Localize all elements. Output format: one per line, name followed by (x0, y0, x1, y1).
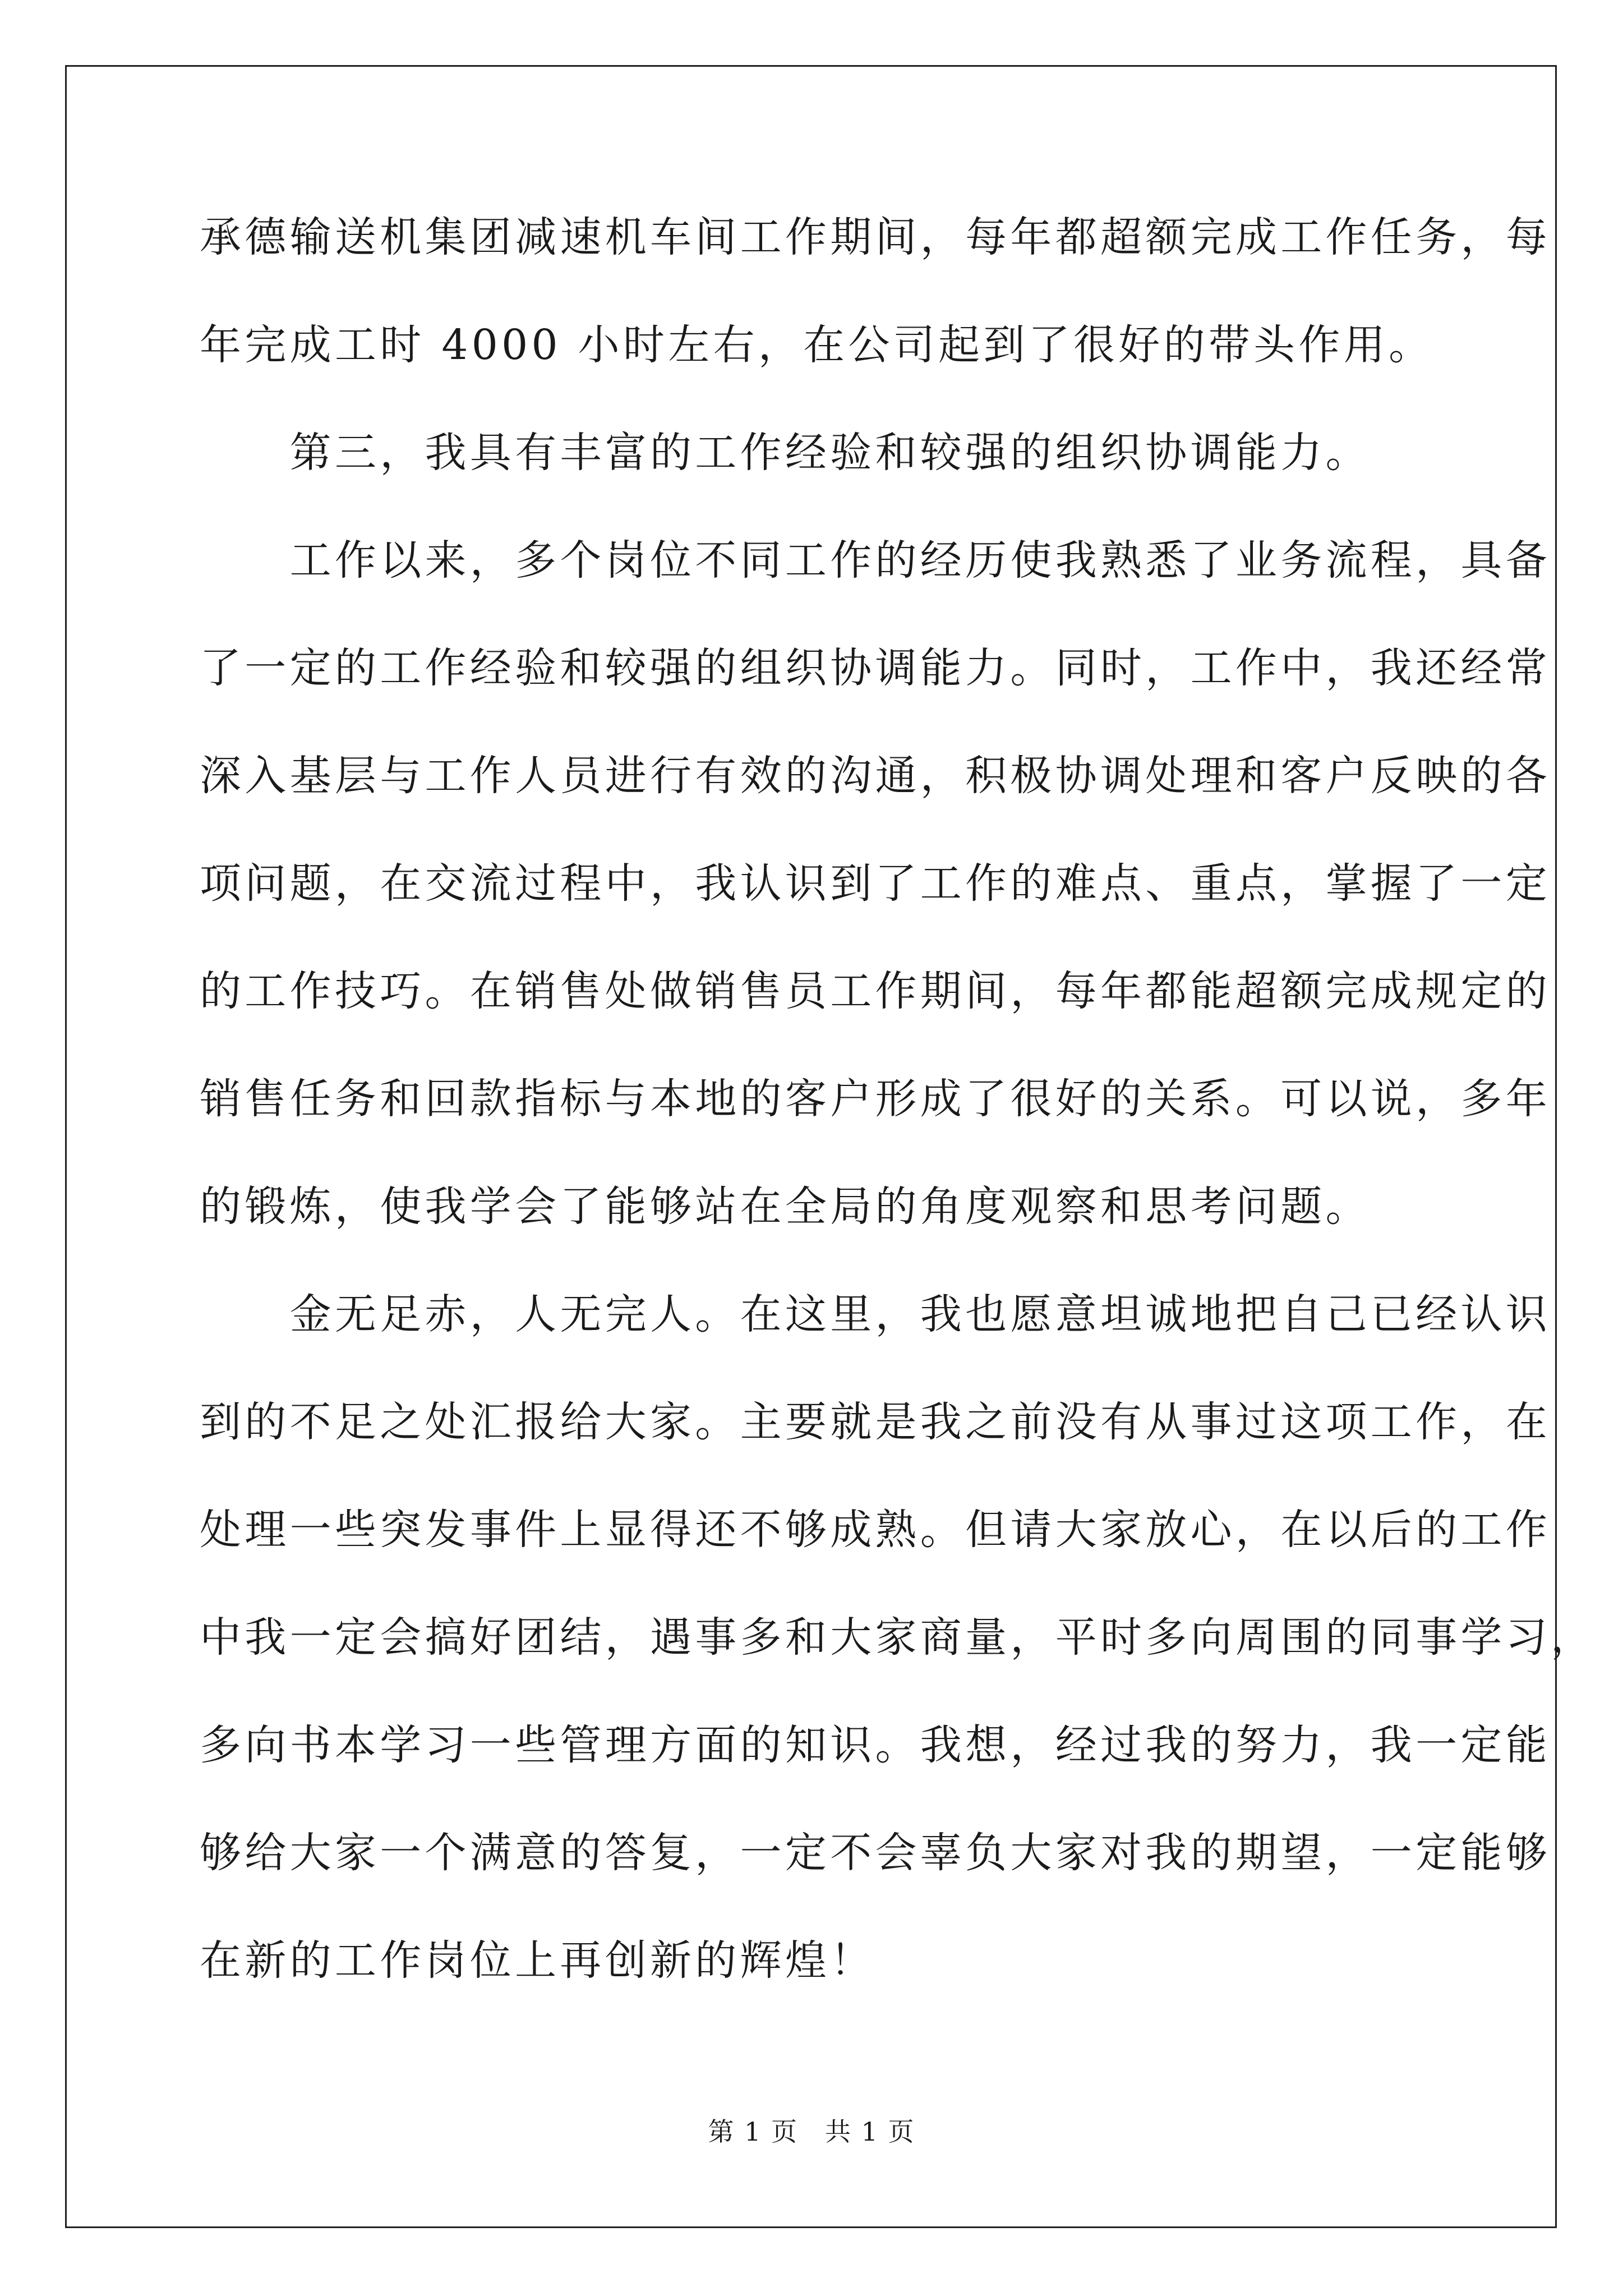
text-line: 项问题，在交流过程中，我认识到了工作的难点、重点，掌握了一定 (200, 859, 1551, 908)
text-line: 中我一定会搞好团结，遇事多和大家商量，平时多向周围的同事学习， (200, 1613, 1596, 1662)
page-frame (65, 65, 1596, 2228)
text-line: 到的不足之处汇报给大家。主要就是我之前没有从事过这项工作，在 (200, 1398, 1551, 1446)
text-line: 第三，我具有丰富的工作经验和较强的组织协调能力。 (200, 429, 1371, 477)
text-line: 工作以来，多个岗位不同工作的经历使我熟悉了业务流程，具备 (200, 536, 1551, 585)
text-line: 金无足赤，人无完人。在这里，我也愿意坦诚地把自己已经认识 (200, 1290, 1551, 1338)
text-line: 深入基层与工作人员进行有效的沟通，积极协调处理和客户反映的各 (200, 752, 1551, 800)
text-line: 承德输送机集团减速机车间工作期间，每年都超额完成工作任务，每 (200, 213, 1551, 261)
page-footer: 第 1 页 共 1 页 (708, 2116, 915, 2147)
text-line: 多向书本学习一些管理方面的知识。我想，经过我的努力，我一定能 (200, 1721, 1551, 1769)
text-line: 处理一些突发事件上显得还不够成熟。但请大家放心，在以后的工作 (200, 1506, 1551, 1554)
text-line: 销售任务和回款指标与本地的客户形成了很好的关系。可以说，多年 (200, 1075, 1551, 1123)
text-line: 的工作技巧。在销售处做销售员工作期间，每年都能超额完成规定的 (200, 967, 1551, 1015)
text-line: 够给大家一个满意的答复，一定不会辜负大家对我的期望，一定能够 (200, 1829, 1551, 1877)
text-line: 了一定的工作经验和较强的组织协调能力。同时，工作中，我还经常 (200, 644, 1551, 692)
text-line: 的锻炼，使我学会了能够站在全局的角度观察和思考问题。 (200, 1182, 1371, 1231)
text-line: 在新的工作岗位上再创新的辉煌！ (200, 1936, 875, 1985)
text-line: 年完成工时 4000 小时左右，在公司起到了很好的带头作用。 (200, 321, 1434, 369)
